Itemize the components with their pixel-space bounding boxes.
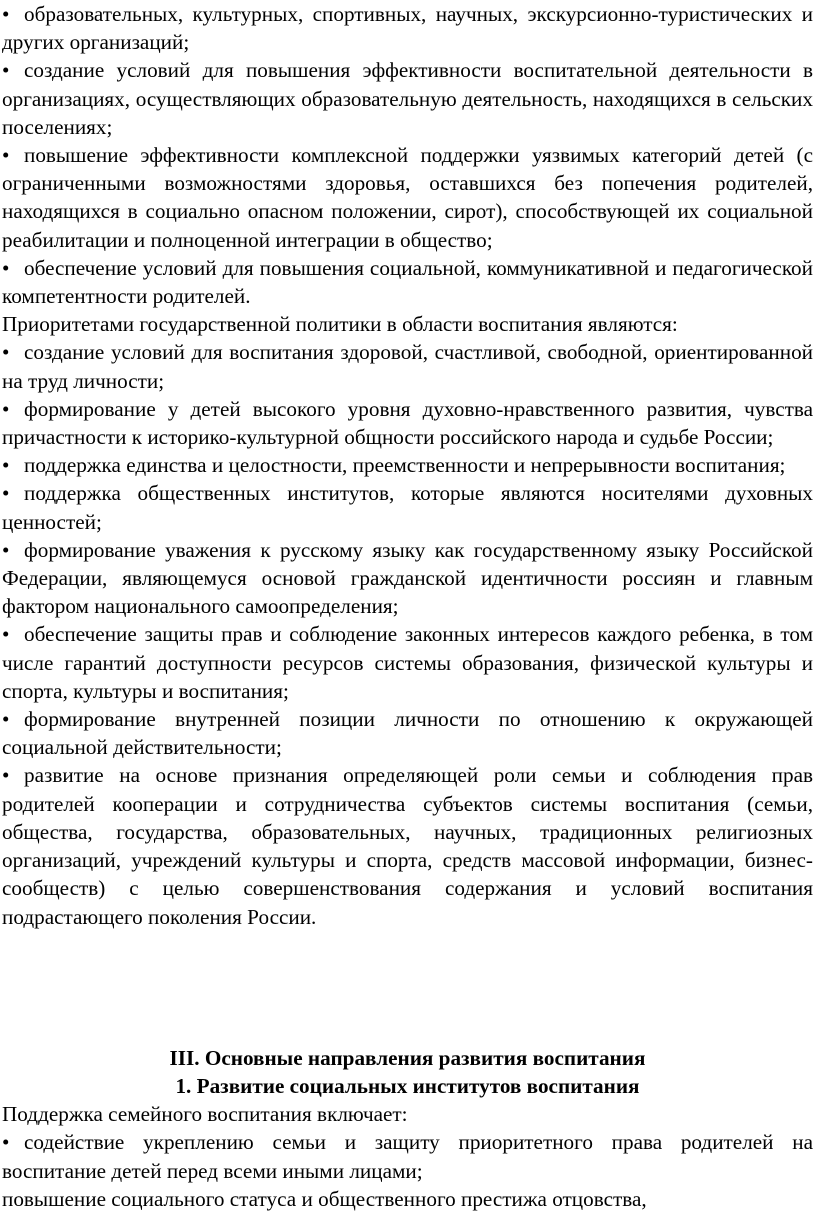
family-intro: Поддержка семейного воспитания включает:	[2, 1102, 408, 1127]
list-item	[2, 254, 813, 310]
list-item-text: создание условий для воспитания здоровой, счастливой, свободной, ориентированной на труд личности;	[2, 340, 813, 393]
section-heading: III. Основные направления развития воспитания	[169, 1045, 646, 1070]
bullet-marker: •	[2, 1130, 10, 1155]
subsection-heading: 1. Развитие социальных институтов воспитания	[175, 1073, 640, 1098]
bullet-marker: •	[2, 340, 10, 365]
bullet-marker: •	[2, 143, 10, 168]
list-item-text: поддержка единства и целостности, преемственности и непрерывности воспитания;	[24, 453, 786, 478]
list-item-text: создание условий для повышения эффективности воспитательной деятельности в организациях, осуществляющих образовательную деятельность, находящихся в сельских поселениях;	[2, 58, 813, 139]
bullet-marker: •	[2, 58, 10, 83]
list-item-text: обеспечение условий для повышения социальной, коммуникативной и педагогической компетентности родителей.	[2, 255, 813, 309]
section-spacer	[2, 931, 813, 1044]
bullet-marker: •	[2, 622, 10, 647]
priorities-intro: Приоритетами государственной политики в области воспитания являются:	[2, 312, 678, 337]
list-item	[2, 451, 813, 479]
list-item	[2, 0, 813, 56]
list-item-text: формирование уважения к русскому языку как государственному языку Российской Федерации, являющемуся основой гражданской идентичности россиян и главным фактором национального самоопределения;	[2, 537, 813, 619]
list-item-text: поддержка общественных институтов, которые являются носителями духовных ценностей;	[2, 481, 813, 534]
list-item-text: обеспечение защиты прав и соблюдение законных интересов каждого ребенка, в том числе гарантий доступности ресурсов системы образования, физической культуры и спорта, культуры и воспитания;	[2, 622, 813, 703]
last-line: повышение социального статуса и общественного престижа отцовства,	[2, 1186, 647, 1211]
bullet-marker: •	[2, 396, 10, 421]
list-item-text: развитие на основе признания определяющей роли семьи и соблюдения прав родителей кооперации и сотрудничества субъектов системы воспитания (семьи, общества, государства, образовательных, научных, традиционных религиозных организаций, учреждений культуры и спорта, средств массовой информации, бизнес-сообществ) с целью совершенствования содержания и условий воспитания подрастающего поколения России.	[2, 763, 813, 929]
list-item	[2, 1128, 813, 1184]
bullet-marker: •	[2, 255, 10, 280]
list-item	[2, 338, 813, 394]
list-item-text: формирование у детей высокого уровня духовно-нравственного развития, чувства причастности к историко-культурной общности российского народа и судьбе России;	[2, 396, 813, 450]
list-item-text: формирование внутренней позиции личности по отношению к окружающей социальной действительности;	[2, 707, 813, 760]
list-item	[2, 536, 813, 621]
bullet-marker: •	[2, 481, 10, 506]
list-item-text: повышение эффективности комплексной поддержки уязвимых категорий детей (с ограниченными возможностями здоровья, оставшихся без попечения родителей, находящихся в социально опасном положении, сирот), способствующей их социальной реабилитации и полноценной интеграции в общество;	[2, 143, 813, 252]
list-item	[2, 705, 813, 761]
list-item-text: образовательных, культурных, спортивных, научных, экскурсионно-туристических и других организаций;	[2, 2, 813, 55]
list-item	[2, 620, 813, 705]
bullet-marker: •	[2, 763, 10, 788]
list-item-text: содействие укреплению семьи и защиту приоритетного права родителей на воспитание детей перед всеми иными лицами;	[2, 1130, 813, 1183]
bullet-marker: •	[2, 2, 10, 26]
list-item	[2, 479, 813, 535]
list-item	[2, 141, 813, 254]
bullet-marker: •	[2, 707, 10, 732]
bullet-marker: •	[2, 537, 10, 562]
list-item	[2, 56, 813, 141]
list-item	[2, 395, 813, 451]
bullet-marker: •	[2, 453, 10, 478]
document-page	[2, 0, 813, 1213]
list-item	[2, 761, 813, 930]
